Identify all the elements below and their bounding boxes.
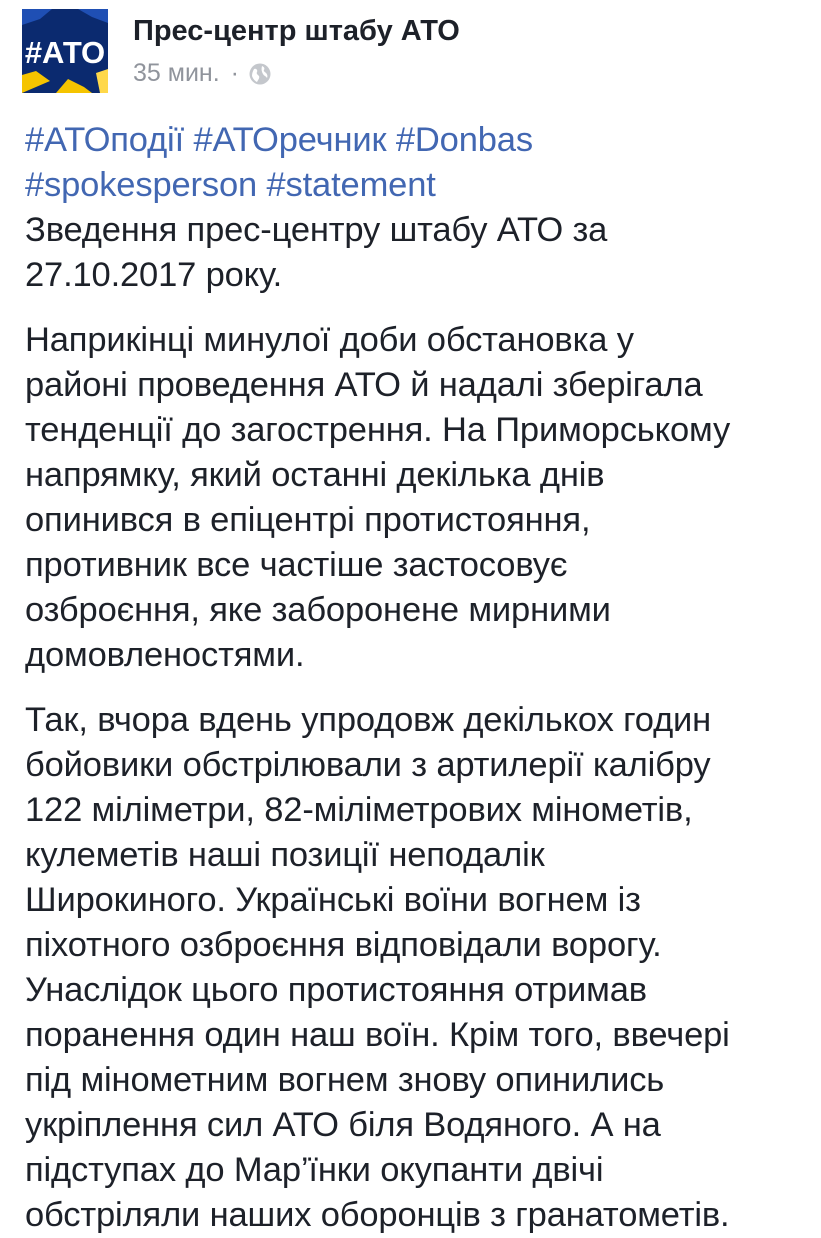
text-line: озброєння, яке заборонене мирними	[25, 591, 611, 629]
text-line: тенденції до загострення. На Приморському	[25, 411, 731, 449]
text-line: Унаслідок цього протистояння отримав	[25, 971, 647, 1009]
text-line: Зведення прес-центру штабу АТО за	[25, 211, 608, 249]
text-line: поранення один наш воїн. Крім того, ввечері	[25, 1016, 730, 1054]
text-line: піхотного озброєння відповідали ворогу.	[25, 926, 662, 964]
paragraph-2	[25, 698, 805, 1238]
text-line: підступах до Мар’їнки окупанти двічі	[25, 1151, 604, 1189]
text-line: противник все частіше застосовує	[25, 546, 568, 584]
text-line: опинився в епіцентрі протистояння,	[25, 501, 591, 539]
hashtag-link[interactable]: #АТОподії	[25, 121, 185, 159]
text-line: укріплення сил АТО біля Водяного. А на	[25, 1106, 661, 1144]
paragraph-1	[25, 318, 805, 678]
post-header	[22, 9, 802, 95]
post-summary	[25, 208, 805, 298]
text-line: 122 міліметри, 82-міліметрових мінометів,	[25, 791, 693, 829]
hashtag-block	[25, 118, 805, 208]
text-line: 27.10.2017 року.	[25, 256, 283, 294]
text-line: під мінометним вогнем знову опинились	[25, 1061, 665, 1099]
page-name-link[interactable]: Прес-центр штабу АТО	[133, 15, 460, 47]
hashtag-link[interactable]: #statement	[266, 166, 436, 204]
avatar-label: #АТО	[24, 35, 106, 70]
text-line: кулеметів наші позиції неподалік	[25, 836, 545, 874]
hashtag-line	[25, 118, 805, 163]
text-line: районі проведення АТО й надалі зберігала	[25, 366, 703, 404]
meta-separator: ·	[230, 59, 239, 87]
text-line: обстріляли наших оборонців з гранатометів.	[25, 1196, 730, 1234]
hashtag-link[interactable]: #spokesperson	[25, 166, 258, 204]
page-avatar[interactable]	[22, 9, 108, 93]
ato-logo-icon	[22, 9, 108, 93]
text-line: Наприкінці минулої доби обстановка у	[25, 321, 634, 359]
post-timestamp[interactable]: 35 мин.	[133, 59, 220, 87]
hashtag-link[interactable]: #АТОречник	[193, 121, 387, 159]
text-line: напрямку, який останні декілька днів	[25, 456, 605, 494]
text-line: бойовики обстрілювали з артилерії калібру	[25, 746, 711, 784]
hashtag-line	[25, 163, 805, 208]
text-line: Так, вчора вдень упродовж декількох годин	[25, 701, 712, 739]
text-line: Широкиного. Українські воїни вогнем із	[25, 881, 641, 919]
globe-icon[interactable]	[248, 62, 272, 86]
post-body	[25, 118, 805, 1238]
text-line: домовленостями.	[25, 636, 305, 674]
hashtag-link[interactable]: #Donbas	[395, 121, 533, 159]
post-meta	[133, 59, 272, 88]
